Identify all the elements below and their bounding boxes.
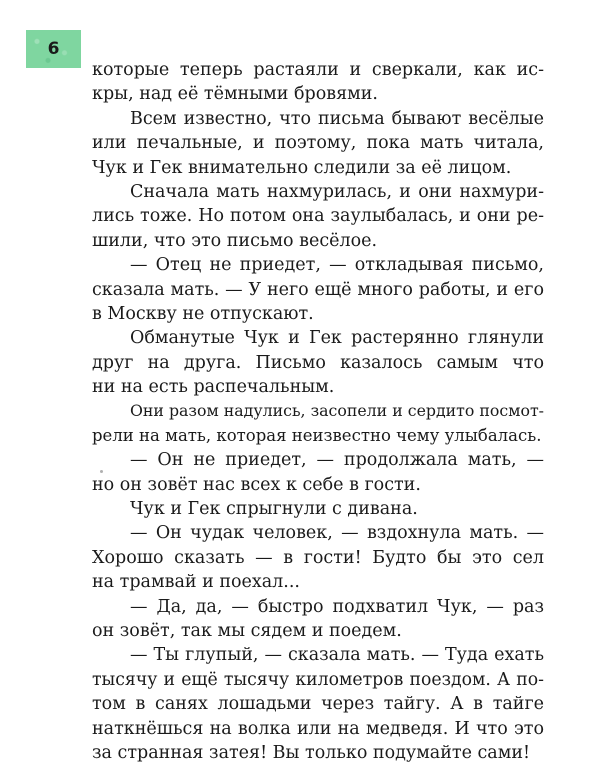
page-number: 6 xyxy=(47,39,60,59)
text-line: — Он чудак человек, — вздохнула мать. — xyxy=(130,523,544,544)
text-line: наткнёшься на волка или на медведя. И что это xyxy=(92,718,544,739)
text-line: Всем известно, что письма бывают весёлые xyxy=(130,108,544,129)
text-line: он зовёт, так мы сядем и поедем. xyxy=(92,620,402,641)
text-line: Они разом надулись, засопели и сердито посмот- xyxy=(130,401,544,421)
text-line: на трамвай и поехал... xyxy=(92,572,300,593)
text-line: — Ты глупый, — сказала мать. — Туда ехать xyxy=(130,645,544,666)
page-number-badge xyxy=(26,30,81,68)
text-line: лись тоже. Но потом она заулыбалась, и они ре- xyxy=(92,206,544,227)
text-line: или печальные, и поэтому, пока мать читала, xyxy=(92,133,544,154)
text-line: в Москву не отпускают. xyxy=(92,303,314,324)
text-line: Обманутые Чук и Гек растерянно глянули xyxy=(130,328,544,349)
text-line: Сначала мать нахмурилась, и они нахмури- xyxy=(130,181,544,202)
text-line: которые теперь растаяли и сверкали, как ис- xyxy=(92,60,544,80)
text-line: шили, что это письмо весёлое. xyxy=(92,230,378,251)
text-line: — Отец не приедет, — откладывая письмо, xyxy=(130,255,544,276)
text-line: ни на есть распечальным. xyxy=(92,377,335,398)
text-line: за странная затея! Вы только подумайте сами! xyxy=(92,742,531,763)
text-line: друг на друга. Письмо казалось самым что xyxy=(92,352,544,373)
text-line: сказала мать. — У него ещё много работы, и его xyxy=(92,279,544,300)
text-line: — Да, да, — быстро подхватил Чук, — раз xyxy=(130,596,544,617)
text-line: тысячу и ещё тысячу километров поездом. А по- xyxy=(92,669,544,690)
text-line: том в санях лошадьми через тайгу. А в тайге xyxy=(92,694,544,715)
text-line: кры, над её тёмными бровями. xyxy=(92,84,378,105)
text-line: Чук и Гек внимательно следили за её лицом. xyxy=(92,157,512,178)
text-line: рели на мать, которая неизвестно чему улыбалась. xyxy=(92,425,542,445)
body-text xyxy=(92,58,544,765)
text-line: Хорошо сказать — в гости! Будто бы это сел xyxy=(92,547,544,568)
text-line: но он зовёт нас всех к себе в гости. xyxy=(92,474,421,495)
scan-speck xyxy=(100,470,103,473)
text-line: — Он не приедет, — продолжала мать, — xyxy=(130,450,544,471)
text-line: Чук и Гек спрыгнули с дивана. xyxy=(130,499,418,520)
